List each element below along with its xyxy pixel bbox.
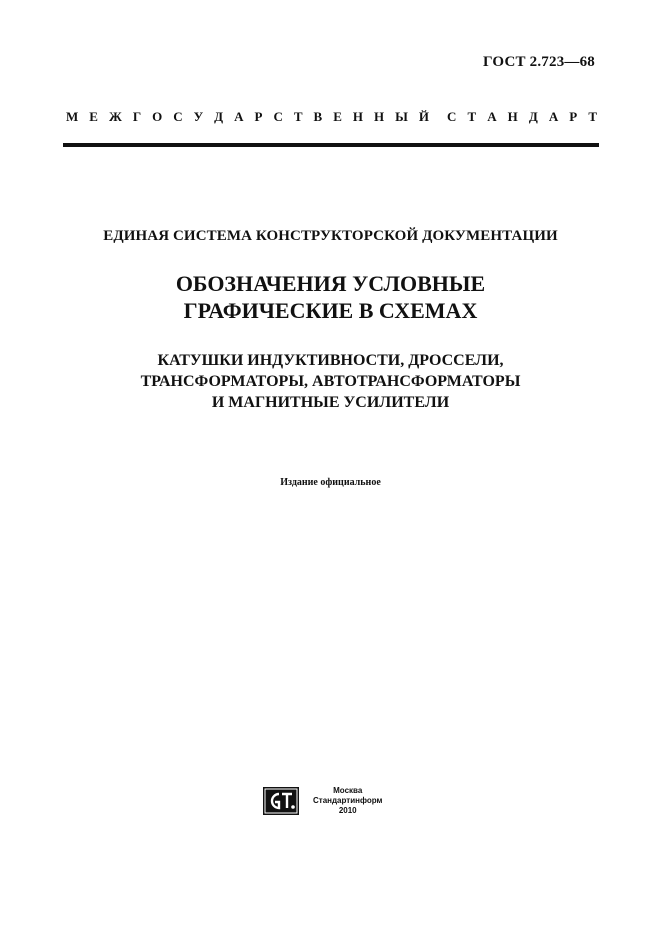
heading-letter: С <box>273 109 283 124</box>
heading-letter: Д <box>214 109 224 124</box>
heading-letter: Е <box>89 109 98 124</box>
subtitle <box>40 350 621 413</box>
heading-letter: Т <box>293 109 303 124</box>
subtitle-line: КАТУШКИ ИНДУКТИВНОСТИ, ДРОССЕЛИ, <box>157 352 504 369</box>
heading-letter: Ж <box>108 109 122 124</box>
subtitle-line: И МАГНИТНЫЕ УСИЛИТЕЛИ <box>211 394 450 411</box>
main-title-line: ОБОЗНАЧЕНИЯ УСЛОВНЫЕ <box>175 271 486 296</box>
standartinform-logo-icon <box>263 787 299 815</box>
system-name: ЕДИНАЯ СИСТЕМА КОНСТРУКТОРСКОЙ ДОКУМЕНТАЦИИ <box>103 228 558 244</box>
interstate-word <box>66 109 429 125</box>
heading-letter: Н <box>373 109 385 124</box>
header-divider <box>63 143 599 147</box>
heading-letter: У <box>193 109 204 124</box>
heading-letter: Ы <box>395 109 408 124</box>
standard-number: ГОСТ 2.723—68 <box>483 54 595 70</box>
heading-letter: Т <box>588 109 597 124</box>
main-title-line: ГРАФИЧЕСКИЕ В СХЕМАХ <box>183 298 478 323</box>
publisher-city: Москва <box>333 786 363 795</box>
heading-letter: А <box>548 109 559 124</box>
standard-word <box>447 109 597 125</box>
heading-letter: Р <box>569 109 578 124</box>
heading-letter: Р <box>254 109 263 124</box>
heading-letter: Т <box>467 109 477 124</box>
publisher-block <box>263 786 382 816</box>
heading-letter: Е <box>333 109 342 124</box>
heading-letter: Н <box>507 109 518 124</box>
heading-letter: А <box>487 109 497 124</box>
heading-letter: Н <box>352 109 363 124</box>
publisher-name: Стандартинформ <box>313 796 383 805</box>
heading-letter: А <box>234 109 244 124</box>
heading-letter: Й <box>418 109 429 124</box>
subtitle-line: ТРАНСФОРМАТОРЫ, АВТОТРАНСФОРМАТОРЫ <box>140 373 521 390</box>
heading-letter: О <box>152 109 163 124</box>
edition-note: Издание официальное <box>280 477 381 488</box>
heading-letter: С <box>447 109 457 124</box>
publisher-year: 2010 <box>338 806 357 815</box>
heading-letter: Г <box>132 109 142 124</box>
heading-letter: М <box>66 109 79 124</box>
publisher-text <box>313 786 382 816</box>
heading-letter: С <box>173 109 183 124</box>
interstate-standard-heading <box>66 109 597 125</box>
heading-letter: В <box>313 109 323 124</box>
heading-letter: Д <box>528 109 538 124</box>
main-title <box>40 270 621 324</box>
